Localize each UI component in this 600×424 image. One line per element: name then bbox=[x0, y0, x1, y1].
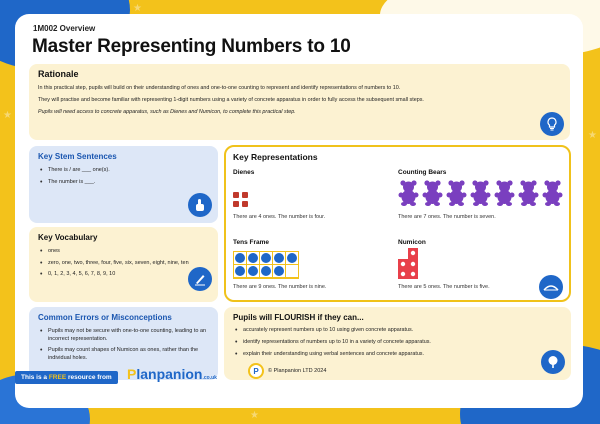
free-suffix: resource from bbox=[67, 374, 112, 381]
counting-bears-caption: There are 7 ones. The number is seven. bbox=[398, 214, 496, 220]
tens-frame-counter bbox=[261, 253, 271, 263]
list-item: • There is / are ___ one(s). bbox=[38, 167, 209, 175]
counting-bear bbox=[494, 180, 515, 206]
copyright bbox=[248, 363, 326, 379]
logo-domain: .co.uk bbox=[202, 375, 217, 381]
numicon-hole bbox=[401, 262, 405, 266]
numicon-five-image bbox=[398, 248, 418, 279]
counting-bear bbox=[398, 180, 419, 206]
tens-frame-counter bbox=[261, 266, 271, 276]
lightbulb-brain-icon bbox=[540, 112, 564, 136]
counting-bear bbox=[542, 180, 563, 206]
tens-frame-cell bbox=[286, 265, 298, 277]
copyright-text: © Planpanion LTD 2024 bbox=[268, 368, 327, 374]
list-item: • explain their understanding using verbal sentences and concrete apparatus. bbox=[233, 351, 562, 358]
dienes-image bbox=[233, 192, 249, 208]
list-item: • zero, one, two, three, four, five, six, seven, eight, nine, ten bbox=[38, 260, 198, 268]
counting-bear bbox=[422, 180, 443, 206]
numicon-hole bbox=[411, 272, 415, 276]
dienes-label: Dienes bbox=[233, 169, 255, 176]
bridge-icon bbox=[539, 275, 563, 299]
logo-text: lanpanion bbox=[136, 366, 203, 382]
tens-frame-label: Tens Frame bbox=[233, 239, 270, 246]
key-representations-heading: Key Representations bbox=[233, 152, 318, 162]
rationale-heading: Rationale bbox=[38, 69, 79, 79]
list-item: • accurately represent numbers up to 10 using given concrete apparatus. bbox=[233, 327, 562, 334]
numicon-caption: There are 5 ones. The number is five. bbox=[398, 284, 490, 290]
list-item: • Pupils may not be secure with one-to-one counting, leading to an incorrect representation. bbox=[38, 328, 209, 343]
dienes-cube bbox=[233, 201, 239, 207]
free-resource-banner bbox=[15, 371, 118, 384]
hand-up-icon bbox=[188, 193, 212, 217]
key-stem-panel bbox=[29, 146, 218, 223]
tree-icon bbox=[541, 350, 565, 374]
star-decoration: ★ bbox=[250, 410, 259, 421]
dienes-cube bbox=[233, 192, 239, 198]
key-representations-panel bbox=[224, 145, 571, 302]
page-title: Master Representing Numbers to 10 bbox=[32, 36, 351, 57]
counting-bear bbox=[446, 180, 467, 206]
writing-icon bbox=[188, 267, 212, 291]
common-errors-heading: Common Errors or Misconceptions bbox=[38, 313, 172, 322]
star-decoration: ★ bbox=[133, 3, 142, 14]
dienes-caption: There are 4 ones. The number is four. bbox=[233, 214, 326, 220]
numicon-hole bbox=[411, 262, 415, 266]
list-item: • Pupils may count shapes of Numicon as ones, rather than the individual holes. bbox=[38, 347, 209, 362]
overview-sheet bbox=[15, 14, 583, 408]
counting-bear bbox=[470, 180, 491, 206]
free-word: FREE bbox=[48, 374, 67, 381]
list-item: • ones bbox=[38, 248, 198, 256]
numicon-label: Numicon bbox=[398, 239, 426, 246]
free-prefix: This is a bbox=[21, 374, 48, 381]
rationale-paragraph: Pupils will need access to concrete apparatus, such as Dienes and Numicon, to complete this practical step. bbox=[38, 109, 296, 115]
rationale-panel bbox=[29, 64, 570, 140]
rationale-paragraph: In this practical step, pupils will build on their understanding of ones and one-to-one counting to represent and identify representations of numbers to 10. bbox=[38, 85, 401, 91]
list-item: • identify representations of numbers up to 10 in a variety of concrete apparatus. bbox=[233, 339, 562, 346]
list-item: • 0, 1, 2, 3, 4, 5, 6, 7, 8, 9, 10 bbox=[38, 271, 198, 279]
logo-letter: P bbox=[127, 366, 137, 382]
tens-frame-caption: There are 9 ones. The number is nine. bbox=[233, 284, 327, 290]
star-decoration: ★ bbox=[3, 110, 12, 121]
star-decoration: ★ bbox=[588, 130, 597, 141]
counting-bear bbox=[518, 180, 539, 206]
tens-frame-image bbox=[233, 251, 299, 279]
tens-frame-counter bbox=[274, 253, 284, 263]
key-vocabulary-heading: Key Vocabulary bbox=[38, 233, 98, 242]
numicon-hole bbox=[401, 272, 405, 276]
key-vocabulary-panel bbox=[29, 227, 218, 302]
tens-frame-counter bbox=[274, 266, 284, 276]
lesson-code: 1M002 Overview bbox=[33, 24, 96, 33]
tens-frame-counter bbox=[248, 266, 258, 276]
counting-bears-image bbox=[398, 180, 563, 206]
key-stem-heading: Key Stem Sentences bbox=[38, 152, 117, 161]
counting-bears-label: Counting Bears bbox=[398, 169, 447, 176]
tens-frame-counter bbox=[248, 253, 258, 263]
tens-frame-counter bbox=[287, 253, 297, 263]
rationale-paragraph: They will practise and become familiar with representing 1-digit numbers using a variety of concrete apparatus in order to fully access the subsequent small steps. bbox=[38, 97, 424, 103]
planpanion-monogram-icon: P bbox=[248, 363, 264, 379]
list-item: • The number is ___. bbox=[38, 179, 209, 187]
numicon-hole bbox=[411, 251, 415, 255]
tens-frame-counter bbox=[235, 266, 245, 276]
dienes-cube bbox=[242, 192, 248, 198]
tens-frame-counter bbox=[235, 253, 245, 263]
flourish-heading: Pupils will FLOURISH if they can... bbox=[233, 313, 364, 322]
planpanion-logo[interactable] bbox=[127, 366, 217, 382]
dienes-cube bbox=[242, 201, 248, 207]
